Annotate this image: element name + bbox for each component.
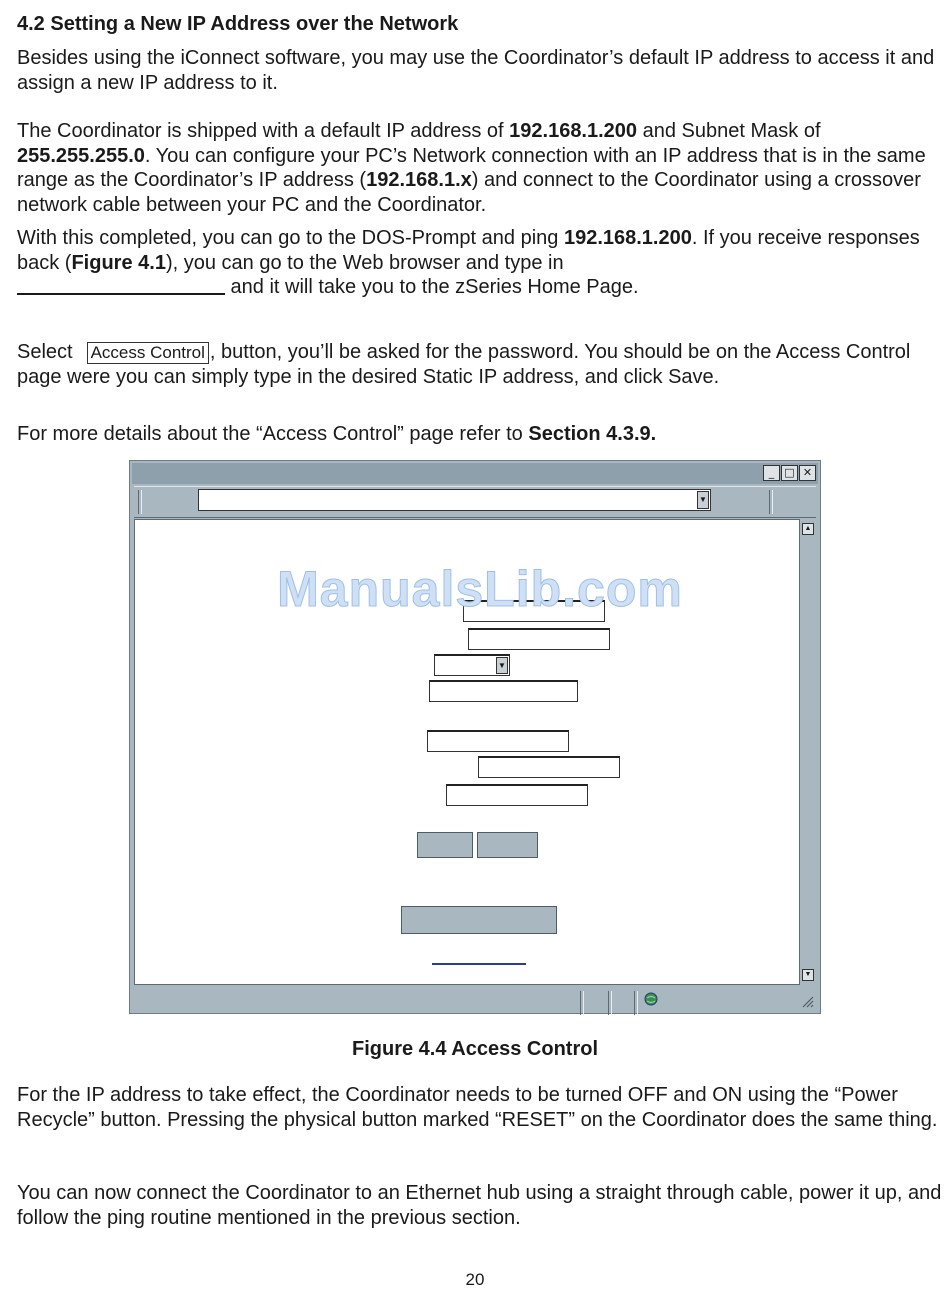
page-content — [134, 519, 800, 985]
close-icon[interactable]: ✕ — [799, 465, 816, 481]
power-recycle-paragraph: For the IP address to take effect, the Coordinator needs to be turned OFF and ON using the “Power Recycle” button. Pressing the physical button marked “RESET” on the Coordinator does the same thing. — [17, 1084, 938, 1131]
scroll-up-icon[interactable]: ▲ — [802, 523, 814, 535]
page-number: 20 — [465, 1270, 485, 1289]
save-button[interactable] — [417, 832, 473, 858]
address-toolbar — [134, 486, 816, 518]
minimize-icon[interactable]: _ — [763, 465, 780, 481]
form-field-4[interactable] — [427, 730, 569, 752]
power-recycle-button[interactable] — [401, 906, 557, 934]
chevron-down-icon[interactable]: ▼ — [697, 491, 709, 509]
status-bar — [134, 988, 816, 1010]
watermark: ManualsLib.com — [277, 561, 683, 617]
details-paragraph: For more details about the “Access Control” page refer to Section 4.3.9. — [17, 423, 657, 445]
form-select[interactable] — [434, 654, 510, 676]
intro-paragraph: Besides using the iConnect software, you may use the Coordinator’s default IP address to access it and assign a new IP address to it. — [17, 47, 935, 94]
form-field-2[interactable] — [468, 628, 610, 650]
select-paragraph: Select Access Control , button, you’ll be asked for the password. You should be on the Access Control page were you can simply type in the desired Static IP address, and click Save. — [17, 341, 911, 388]
scroll-down-icon[interactable]: ▼ — [802, 969, 814, 981]
browser-window — [129, 460, 821, 1014]
resize-grip-icon[interactable] — [800, 994, 814, 1008]
ping-paragraph: With this completed, you can go to the DOS-Prompt and ping 192.168.1.200. If you receive responses back (Figure 4.1), you can go to the Web browser and type in and it will take you to the zSeries Home Page. — [17, 227, 920, 298]
page-link[interactable] — [432, 963, 526, 965]
form-field-1[interactable] — [463, 600, 605, 622]
url-blank-line — [17, 275, 225, 295]
form-field-3[interactable] — [429, 680, 578, 702]
chevron-down-icon: ▼ — [496, 657, 508, 674]
figure-caption: Figure 4.4 Access Control — [352, 1038, 598, 1060]
form-field-6[interactable] — [446, 784, 588, 806]
default-ip-paragraph: The Coordinator is shipped with a default IP address of 192.168.1.200 and Subnet Mask of 255.255.255.0. You can configure your PC’s Network connection with an IP address that is in the same range as the Coordinator’s IP address (192.168.1.x) and connect to the Coordinator using a crossover network cable between your PC and the Coordinator. — [17, 120, 926, 216]
title-bar — [132, 463, 818, 484]
address-input[interactable] — [198, 489, 711, 511]
form-field-5[interactable] — [478, 756, 620, 778]
ethernet-paragraph: You can now connect the Coordinator to an Ethernet hub using a straight through cable, power it up, and follow the ping routine mentioned in the previous section. — [17, 1182, 942, 1229]
access-control-button-label: Access Control — [87, 342, 209, 364]
globe-icon — [644, 992, 658, 1006]
cancel-button[interactable] — [477, 832, 538, 858]
maximize-icon[interactable]: □ — [781, 465, 798, 481]
vertical-scrollbar[interactable] — [800, 519, 818, 985]
section-heading: 4.2 Setting a New IP Address over the Network — [17, 13, 459, 35]
